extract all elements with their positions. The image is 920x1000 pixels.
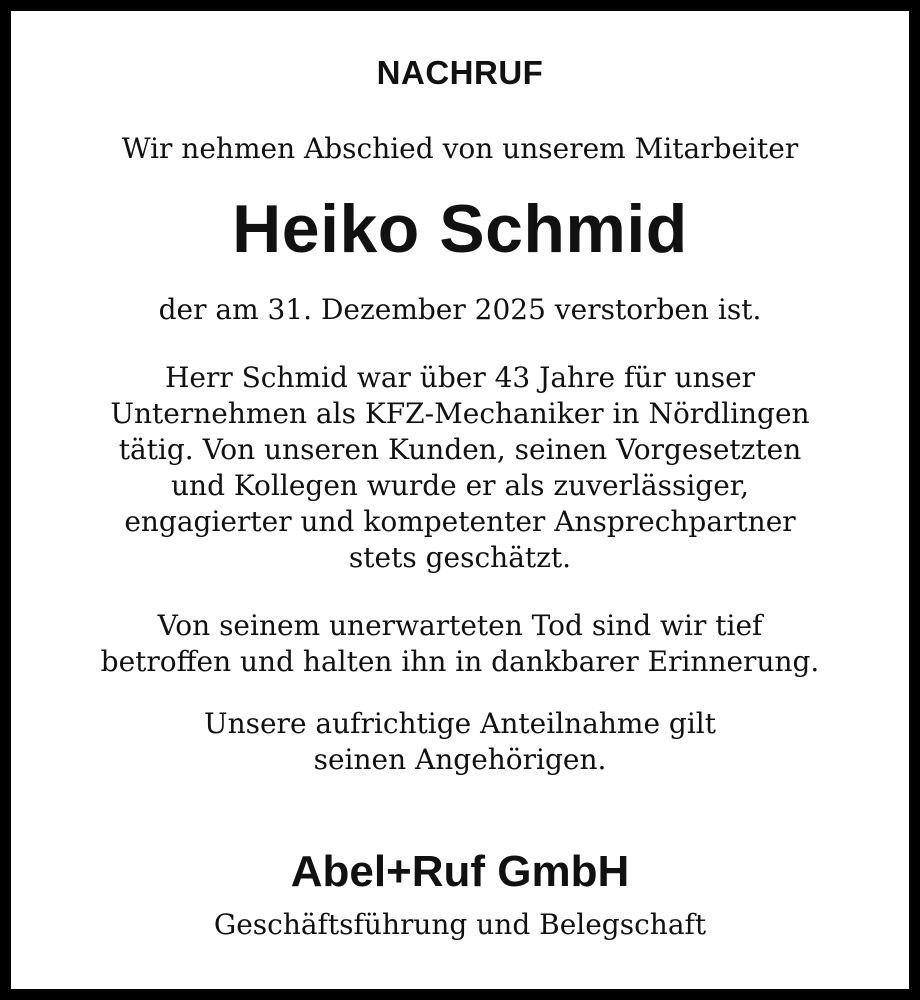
signoff-line: Geschäftsführung und Belegschaft (213, 908, 707, 941)
tribute-line: Unternehmen als KFZ-Mechaniker in Nördlingen (110, 397, 810, 430)
tribute-line: engagierter und kompetenter Ansprechpartner (124, 505, 796, 538)
death-date-line: der am 31. Dezember 2025 verstorben ist. (158, 293, 762, 326)
grief-line: betroffen und halten ihn in dankbarer Erinnerung. (100, 645, 820, 678)
condolence-line: Unsere aufrichtige Anteilnahme gilt (203, 707, 717, 740)
condolence-paragraph (31, 706, 889, 778)
intro-line: Wir nehmen Abschied von unserem Mitarbeiter (121, 132, 799, 165)
tribute-line: stets geschätzt. (348, 541, 572, 574)
tribute-line: tätig. Von unseren Kunden, seinen Vorgesetzten (118, 433, 802, 466)
tribute-paragraph (31, 360, 889, 576)
grief-paragraph (31, 608, 889, 680)
notice-heading: NACHRUF (376, 54, 544, 91)
tribute-line: Herr Schmid war über 43 Jahre für unser (164, 361, 756, 394)
company-name: Abel+Ruf GmbH (290, 847, 630, 896)
deceased-name: Heiko Schmid (232, 191, 688, 267)
grief-line: Von seinem unerwarteten Tod sind wir tief (157, 609, 763, 642)
tribute-line: und Kollegen wurde er als zuverlässiger, (171, 469, 749, 502)
condolence-line: seinen Angehörigen. (313, 743, 607, 776)
